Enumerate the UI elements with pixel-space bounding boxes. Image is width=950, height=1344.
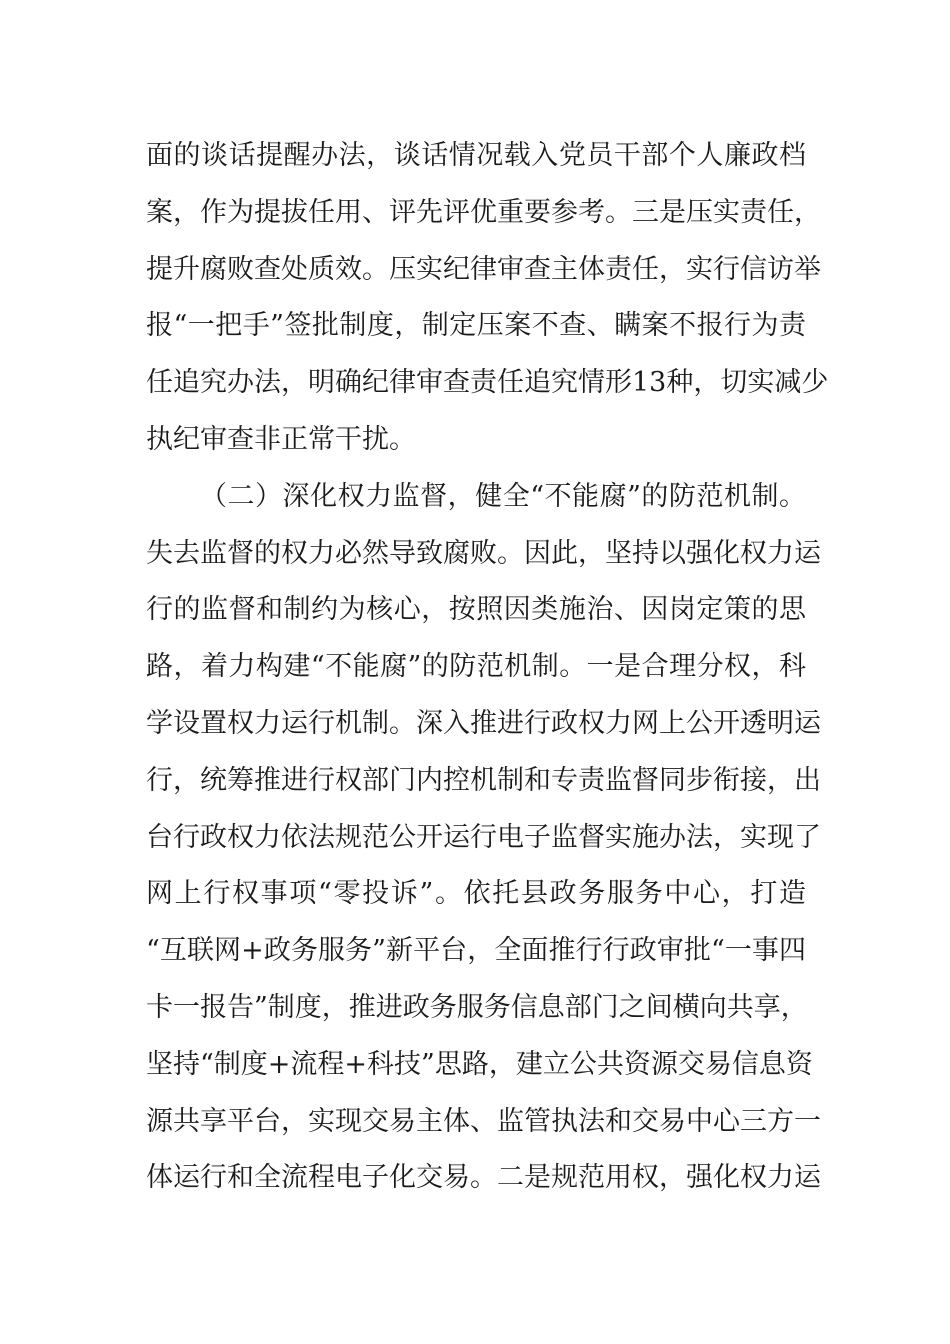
text-line: 源共享平台，实现交易主体、监管执法和交易中心三方一 bbox=[146, 1105, 821, 1137]
text-line: 体运行和全流程电子化交易。二是规范用权，强化权力运 bbox=[146, 1162, 821, 1194]
text-line: 任追究办法，明确纪律审查责任追究情形13种，切实减少 bbox=[146, 367, 829, 399]
text-line: 路，着力构建“不能腐”的防范机制。一是合理分权，科 bbox=[146, 651, 806, 683]
text-line: 案，作为提拔任用、评先评优重要参考。三是压实责任， bbox=[146, 196, 821, 228]
text-line: 台行政权力依法规范公开运行电子监督实施办法，实现了 bbox=[146, 821, 821, 853]
text-line: 执纪审查非正常干扰。 bbox=[146, 423, 416, 455]
text-line: 报“一把手”签批制度，制定压案不查、瞒案不报行为责 bbox=[146, 310, 806, 342]
text-line: 提升腐败查处质效。压实纪律审查主体责任，实行信访举 bbox=[146, 253, 821, 285]
text-line: 卡一报告”制度，推进政务服务信息部门之间横向共享， bbox=[146, 991, 808, 1023]
text-line: “互联网+政务服务”新平台，全面推行行政审批“一事四 bbox=[146, 935, 806, 967]
document-body bbox=[146, 128, 829, 1207]
text-line: 面的谈话提醒办法，谈话情况载入党员干部个人廉政档 bbox=[146, 140, 806, 171]
text-line: 网上行权事项“零投诉”。依托县政务服务中心，打造 bbox=[146, 878, 806, 910]
text-line: 坚持“制度+流程+科技”思路，建立公共资源交易信息资 bbox=[146, 1048, 813, 1080]
text-line: 学设置权力运行机制。深入推进行政权力网上公开透明运 bbox=[146, 707, 821, 739]
text-line: 失去监督的权力必然导致腐败。因此，坚持以强化权力运 bbox=[146, 537, 821, 569]
text-line: 行，统筹推进行权部门内控机制和专责监督同步衔接，出 bbox=[146, 764, 821, 796]
text-line: 行的监督和制约为核心，按照因类施治、因岗定策的思 bbox=[146, 594, 806, 626]
section-heading: （二）深化权力监督，健全“不能腐”的防范机制。 bbox=[200, 480, 806, 512]
